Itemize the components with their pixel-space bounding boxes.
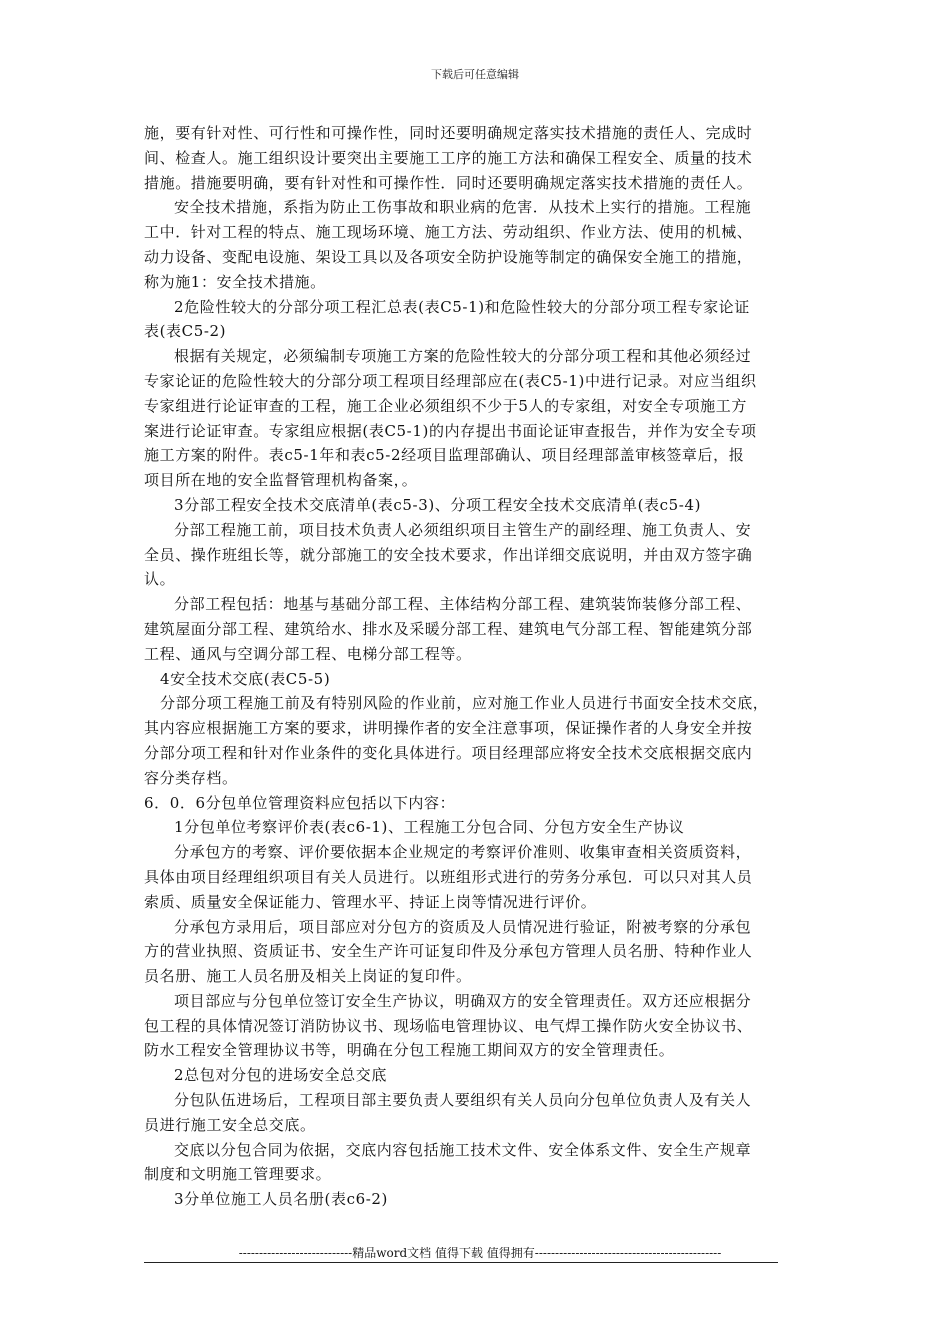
text-line: 防水工程安全管理协议书等，明确在分包工程施工期间双方的安全管理责任。 [144,1041,675,1060]
text-line: 专家组进行论证审查的工程，施工企业必须组织不少于5人的专家组，对安全专项施工方 [144,396,747,415]
section-heading: 6．0．6分包单位管理资料应包括以下内容： [144,793,456,812]
text-line: 分承包方的考察、评价要依据本企业规定的考察评价准则、收集审查相关资质资料， [174,843,752,862]
text-line: 工中．针对工程的特点、施工现场环境、施工方法、劳动组织、作业方法、使用的机械、 [144,223,753,242]
page-header: 下载后可任意编辑 [431,68,519,81]
text-line: 索质、质量安全保证能力、管理水平、持证上岗等情况进行评价。 [144,892,597,911]
text-line: 分部分项工程和针对作业条件的变化具体进行。项目经理部应将安全技术交底根据交底内 [144,743,753,762]
section-heading: 3分单位施工人员名册(表c6-2) [174,1190,389,1209]
text-line: 分部工程施工前，项目技术负责人必须组织项目主管生产的副经理、施工负责人、安 [174,520,752,539]
text-line: 员名册、施工人员名册及相关上岗证的复印件。 [144,967,472,986]
text-line: 动力设备、变配电设施、架设工具以及各项安全防护设施等制定的确保安全施工的措施， [144,247,753,266]
text-line: 分部分项工程施工前及有特别风险的作业前，应对施工作业人员进行书面安全技术交底， [160,694,769,713]
text-line: 施，要有针对性、可行性和可操作性，同时还要明确规定落实技术措施的责任人、完成时 [144,124,753,142]
text-line: 根据有关规定，必须编制专项施工方案的危险性较大的分部分项工程和其他必须经过 [174,347,752,366]
section-heading: 2危险性较大的分部分项工程汇总表(表C5-1)和危险性较大的分部分项工程专家论证 [174,297,750,316]
text-line: 分包队伍进场后，工程项目部主要负责人要组织有关人员向分包单位负责人及有关人 [174,1091,752,1110]
text-line: 认。 [144,570,176,589]
text-line: 交底以分包合同为依据，交底内容包括施工技术文件、安全体系文件、安全生产规章 [174,1140,752,1159]
section-heading: 4安全技术交底(表C5-5) [160,669,331,688]
section-heading: 1分包单位考察评价表(表c6-1)、工程施工分包合同、分包方安全生产协议 [174,818,685,837]
section-heading: 3分部工程安全技术交底清单(表c5-3)、分项工程安全技术交底清单(表c5-4) [174,495,702,514]
text-line: 专家论证的危险性较大的分部分项工程项目经理部应在(表C5-1)中进行记录。对应当组织 [144,371,757,390]
document-body [144,121,816,1212]
section-heading: 2总包对分包的进场安全总交底 [174,1066,387,1085]
text-line: 案进行论证审查。专家组应根据(表C5-1)的内存提出书面论证审查报告，并作为安全专项 [144,421,757,440]
text-line: 工程、通风与空调分部工程、电梯分部工程等。 [144,644,472,663]
text-line: 表(表C5-2) [144,322,227,341]
footer-rule [144,1262,778,1263]
text-line: 施工方案的附件。表c5-1年和表c5-2经项目监理部确认、项目经理部盖审核签章后，报 [144,446,745,465]
text-line: 其内容应根据施工方案的要求，讲明操作者的安全注意事项，保证操作者的人身安全并按 [144,719,753,738]
text-line: 制度和文明施工管理要求。 [144,1165,332,1184]
text-line: 间、检查人。施工组织设计要突出主要施工工序的施工方法和确保工程安全、质量的技术 [144,148,753,167]
text-line: 项目所在地的安全监督管理机构备案，。 [144,471,418,490]
text-line: 容分类存档。 [144,768,238,787]
text-line: 称为施1：安全技术措施。 [144,272,326,291]
text-line: 措施。措施要明确，要有针对性和可操作性．同时还要明确规定落实技术措施的责任人。 [144,173,753,192]
text-line: 分承包方录用后，项目部应对分包方的资质及人员情况进行验证，附被考察的分承包 [174,917,752,936]
text-line: 员进行施工安全总交底。 [144,1115,316,1134]
text-line: 全员、操作班组长等，就分部施工的安全技术要求，作出详细交底说明，并由双方签字确 [144,545,753,564]
text-line: 具体由项目经理组织项目有关人员进行。以班组形式进行的劳务分承包．可以只对其人员 [144,867,753,886]
text-line: 分部工程包括：地基与基础分部工程、主体结构分部工程、建筑装饰装修分部工程、 [174,595,752,614]
text-line: 建筑屋面分部工程、建筑给水、排水及采暖分部工程、建筑电气分部工程、智能建筑分部 [144,619,753,638]
text-line: 项目部应与分包单位签订安全生产协议，明确双方的安全管理责任。双方还应根据分 [174,991,752,1010]
text-line: 包工程的具体情况签订消防协议书、现场临电管理协议、电气焊工操作防火安全协议书、 [144,1016,753,1035]
text-line: 方的营业执照、资质证书、安全生产许可证复印件及分承包方管理人员名册、特种作业人 [144,942,753,961]
page-footer: ----------------------------精品word文档 值得下载 值得拥有---------------------------------------------- [238,1246,722,1260]
text-line: 安全技术措施，系指为防止工伤事故和职业病的危害．从技术上实行的措施。工程施 [174,198,752,217]
